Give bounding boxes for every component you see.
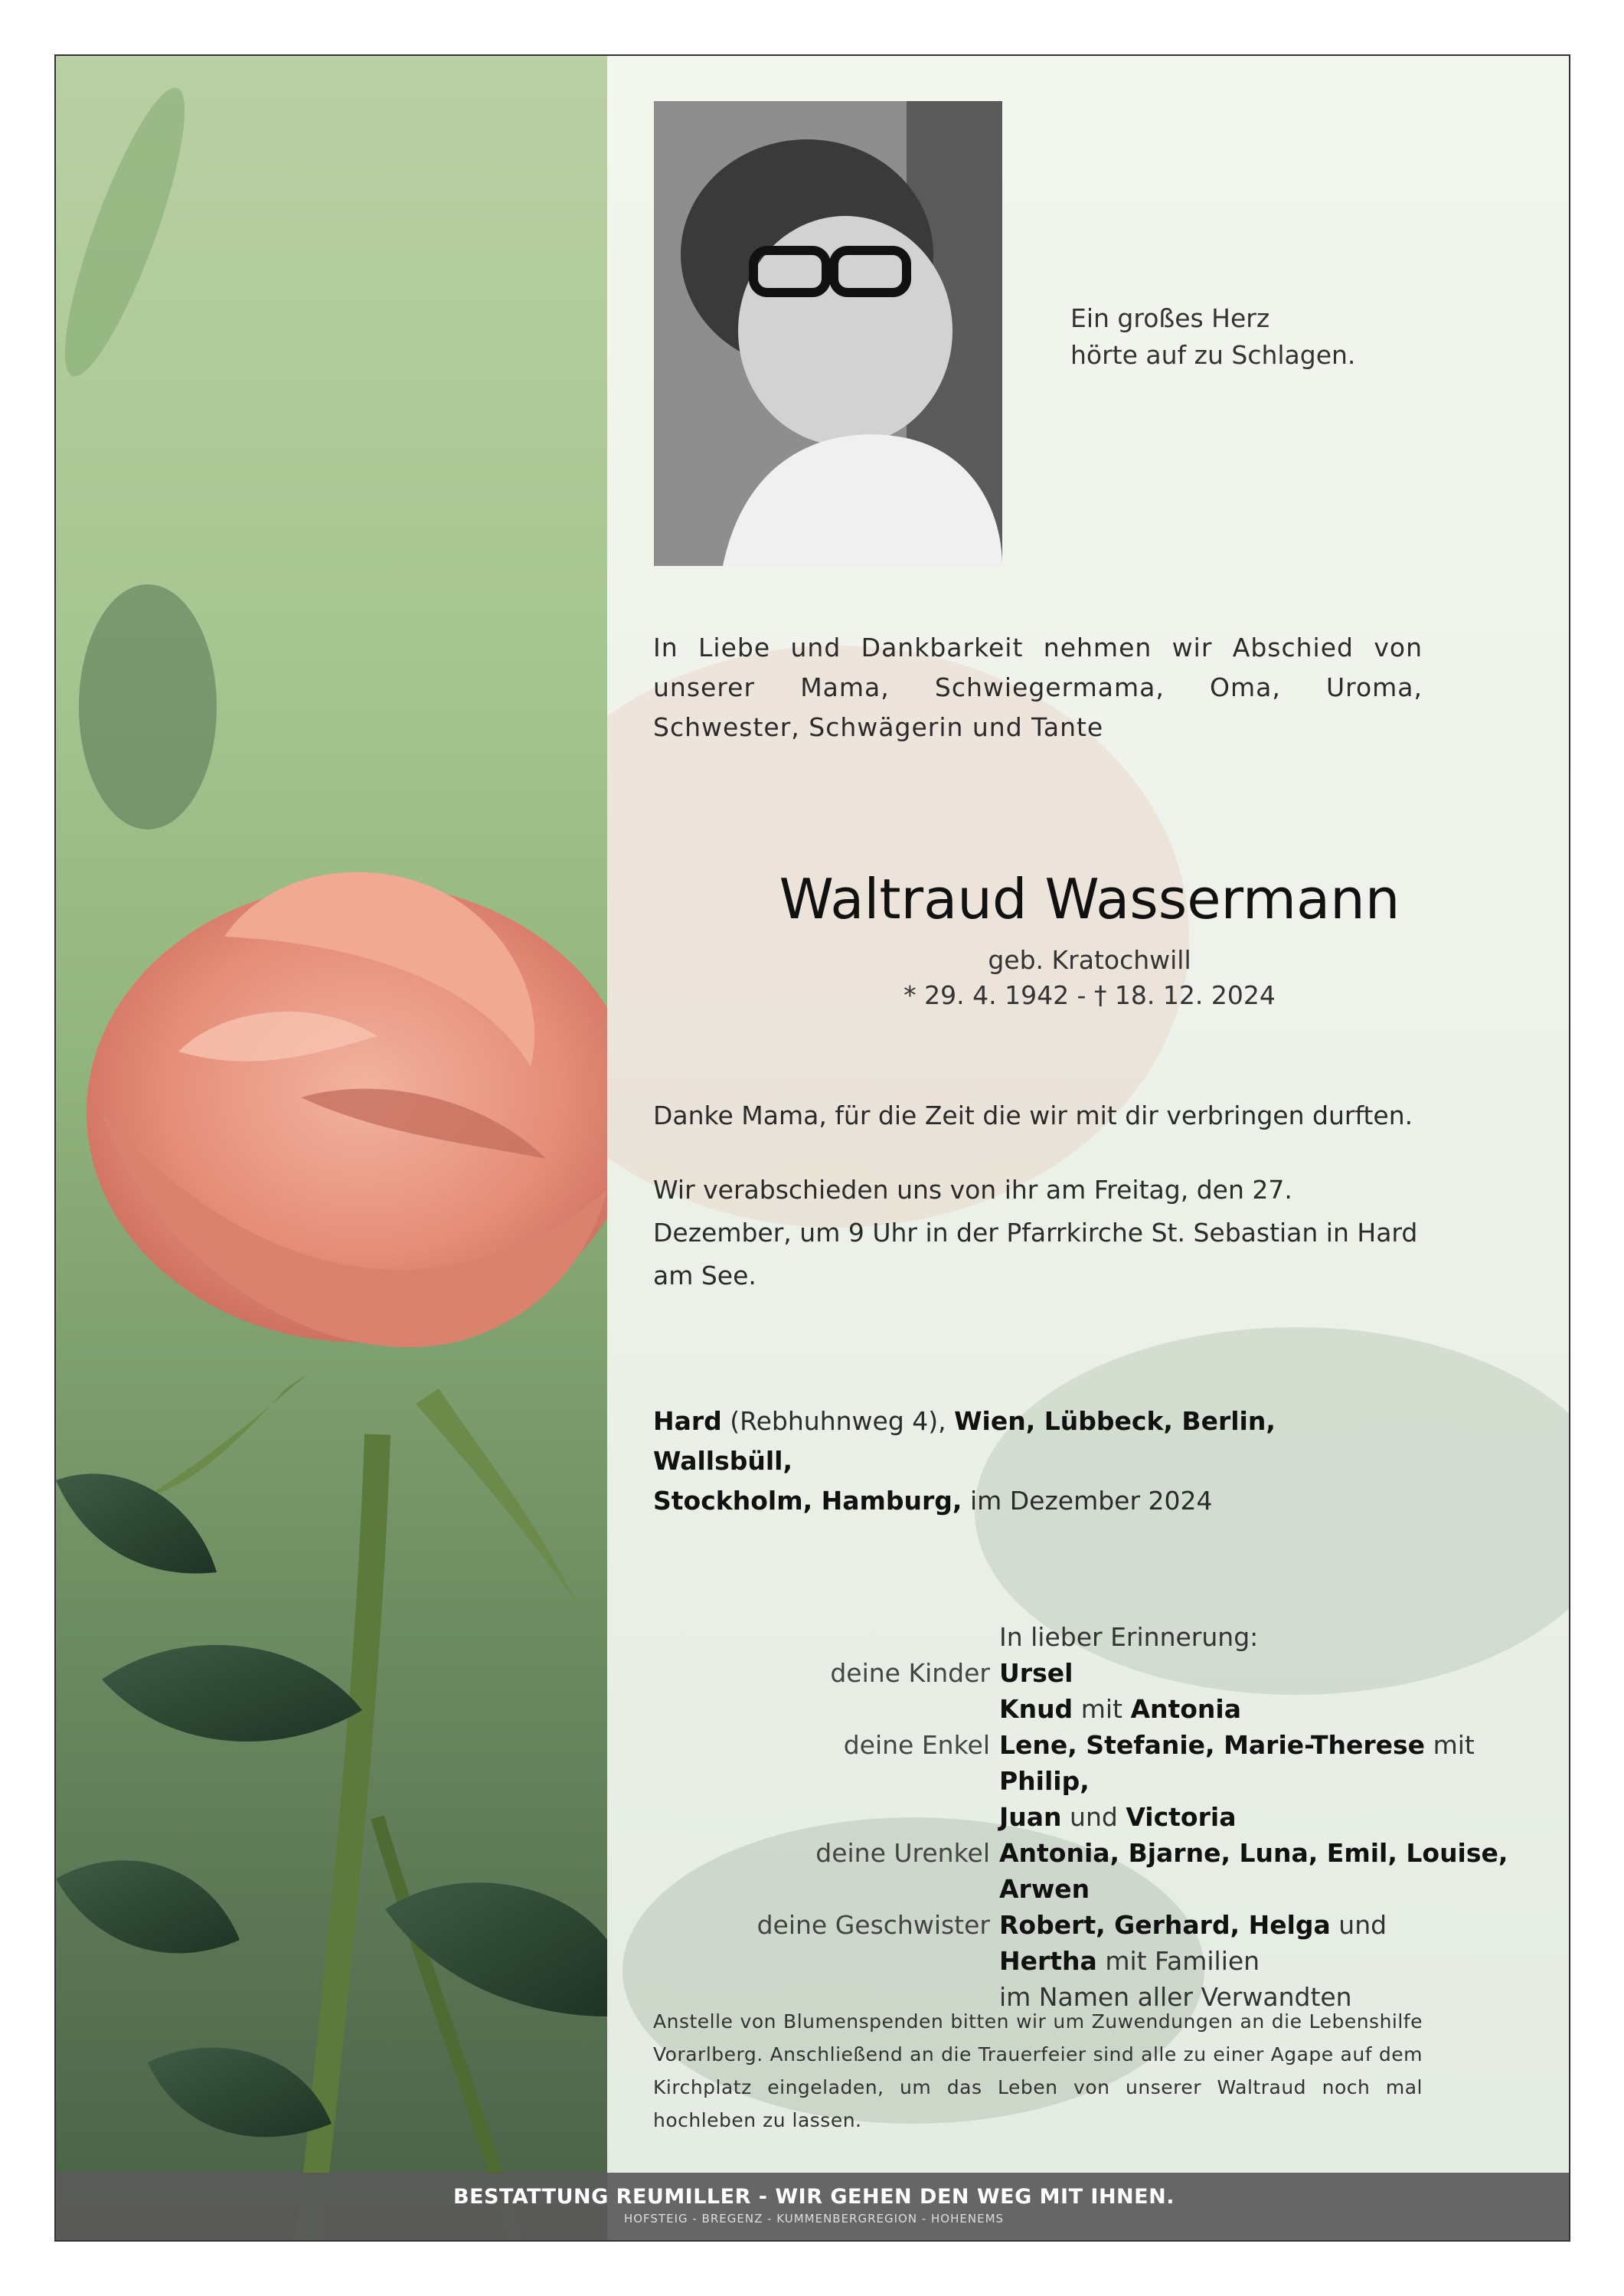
great-grandchildren: Antonia, Bjarne, Luna, Emil, Louise, Arwen <box>999 1838 1508 1904</box>
grandchildren-with: mit <box>1433 1730 1475 1760</box>
memory-list <box>56 1619 1570 2015</box>
footer-bar <box>56 2173 1570 2240</box>
great-grandchildren-label: deine Urenkel <box>815 1838 990 1868</box>
place-hard: Hard <box>653 1406 722 1436</box>
place-address: (Rebhuhnweg 4), <box>730 1406 946 1436</box>
service-text: Wir verabschieden uns von ihr am Freitag, den 27. Dezember, um 9 Uhr in der Pfarrkirche St. Sebastian in Hard am See. <box>653 1175 1418 1290</box>
birth-name: geb. Kratochwill <box>988 945 1191 975</box>
thanks-text: Danke Mama, für die Zeit die wir mit dir verbringen durften. <box>653 1101 1413 1130</box>
quote <box>1070 300 1453 374</box>
place-cities-2: Stockholm, Hamburg, <box>653 1486 962 1516</box>
footer-locations: HOFSTEIG - BREGENZ - KUMMENBERGREGION - HOHENEMS <box>623 2212 1005 2226</box>
sibling-families: mit Familien <box>1105 1946 1260 1976</box>
grandchildren-partner: Philip, <box>999 1766 1090 1796</box>
footer-slogan: BESTATTUNG REUMILLER - WIR GEHEN DEN WEG MIT IHNEN. <box>453 2185 1175 2209</box>
grandchildren-and: und <box>1070 1802 1118 1832</box>
intro-text: In Liebe und Dankbarkeit nehmen wir Abschied von unserer Mama, Schwiegermama, Oma, Uroma, Schwester, Schwägerin und Tante <box>653 633 1423 742</box>
sibling-last: Hertha <box>999 1946 1097 1976</box>
grandchildren-1: Lene, Stefanie, Marie-Therese <box>999 1730 1426 1760</box>
footnote-text: Anstelle von Blumenspenden bitten wir um Zuwendungen an die Lebenshilfe Vorarlberg. Anschließend an die Trauerfeier sind alle zu einer Agape auf dem Kirchplatz eingeladen, um das Leben von unserer Waltraud noch mal hochleben zu lassen. <box>653 2010 1423 2131</box>
child-2-with: mit <box>1080 1694 1122 1724</box>
children-label: deine Kinder <box>830 1658 990 1688</box>
grandchildren-3: Victoria <box>1126 1802 1237 1832</box>
place-cities-1: Wien, Lübbeck, Berlin, Wallsbüll, <box>653 1406 1276 1476</box>
portrait-photo <box>654 101 1002 566</box>
obituary-card <box>54 54 1570 2242</box>
places-text <box>653 1401 1423 1521</box>
quote-line-2: hörte auf zu Schlagen. <box>1070 340 1356 370</box>
siblings-and: und <box>1338 1910 1387 1940</box>
deceased-name: Waltraud Wassermann <box>779 867 1400 931</box>
child-2-partner: Antonia <box>1130 1694 1242 1724</box>
grandchildren-label: deine Enkel <box>843 1730 990 1760</box>
child-1: Ursel <box>999 1658 1073 1688</box>
memory-heading: In lieber Erinnerung: <box>999 1622 1259 1652</box>
grandchildren-2: Juan <box>999 1802 1062 1832</box>
place-date: im Dezember 2024 <box>969 1486 1213 1516</box>
child-2: Knud <box>999 1694 1073 1724</box>
life-dates: * 29. 4. 1942 - † 18. 12. 2024 <box>903 980 1276 1010</box>
relatives-line: im Namen aller Verwandten <box>999 1982 1352 2012</box>
quote-line-1: Ein großes Herz <box>1070 303 1270 333</box>
siblings-label: deine Geschwister <box>756 1910 990 1940</box>
siblings: Robert, Gerhard, Helga <box>999 1910 1331 1940</box>
